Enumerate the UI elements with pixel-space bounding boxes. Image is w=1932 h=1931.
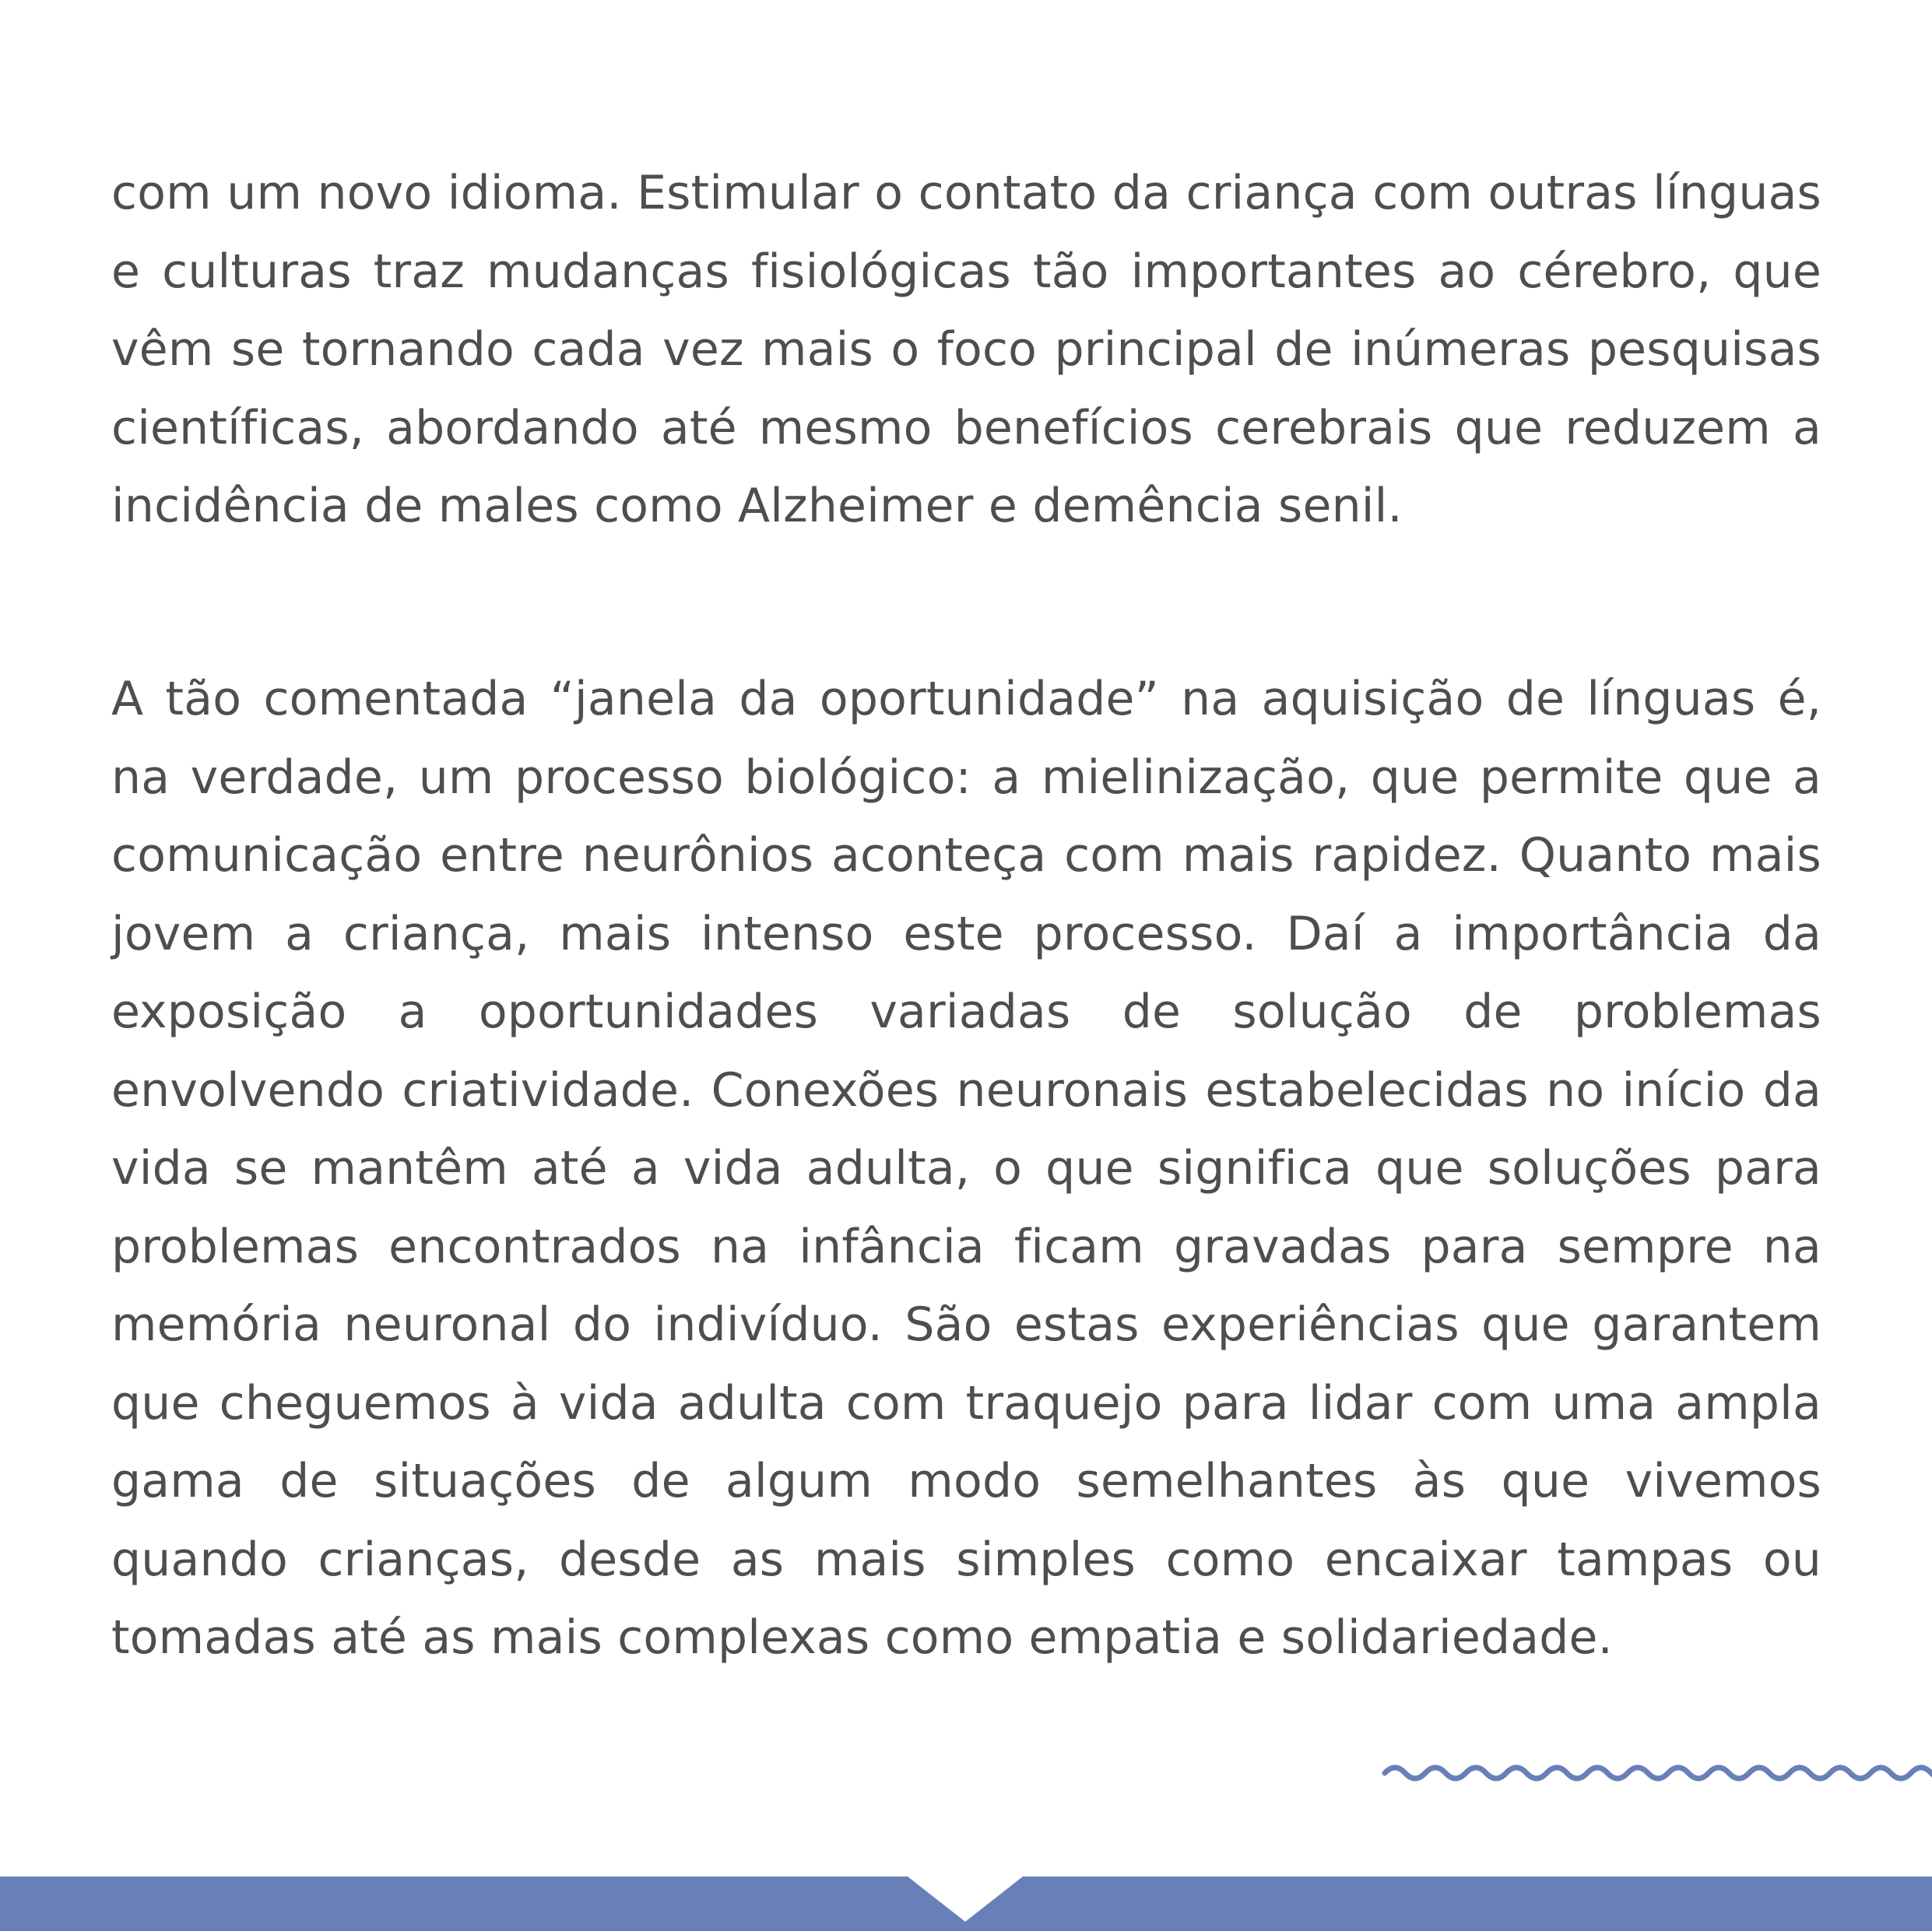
paragraph-1: com um novo idioma. Estimular o contato da criança com outras línguas e culturas traz mudanças fisiológicas tão importantes ao cérebro, que vêm se tornando cada vez mais o foco principal de inúmeras pesquisas científicas, abordando até mesmo benefícios cerebrais que reduzem a incidência de males como Alzheimer e demência senil. xyxy=(111,166,1821,533)
paragraph-2: A tão comentada “janela da oportunidade” na aquisição de línguas é, na verdade, um processo biológico: a mielinização, que permite que a comunicação entre neurônios aconteça com mais rapidez. Quanto mais jovem a criança, mais intenso este processo. Daí a importância da exposição a oportunidades variadas de solução de problemas envolvendo criatividade. Conexões neuronais estabelecidas no início da vida se mantêm até a vida adulta, o que significa que soluções para problemas encontrados na infância ficam gravadas para sempre na memória neuronal do indivíduo. São estas experiências que garantem que cheguemos à vida adulta com traquejo para lidar com uma ampla gama de situações de algum modo semelhantes às que vivemos quando crianças, desde as mais simples como encaixar tampas ou tomadas até as mais complexas como empatia e solidariedade. xyxy=(111,672,1821,1665)
paragraph-main-block xyxy=(111,660,1821,1677)
chevron-down-icon xyxy=(0,1877,1932,1931)
wavy-line-icon xyxy=(1380,1753,1932,1792)
paragraph-intro-block xyxy=(111,154,1821,546)
footer-bar xyxy=(0,1877,1932,1931)
